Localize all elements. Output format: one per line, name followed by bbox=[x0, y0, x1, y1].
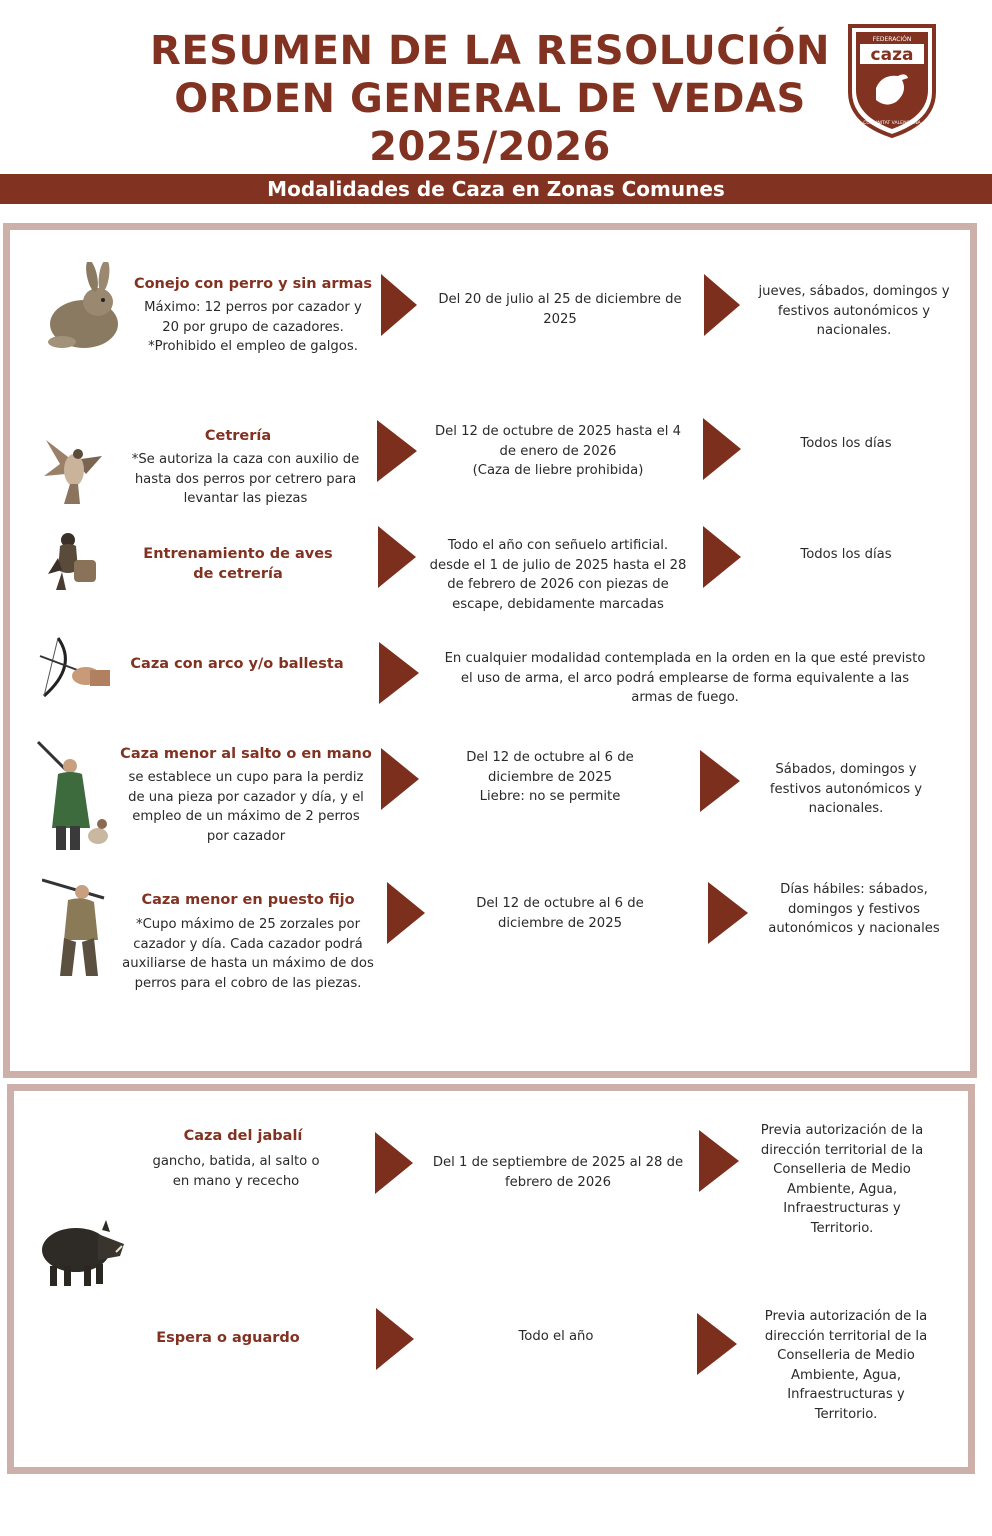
arrow-icon bbox=[381, 274, 417, 336]
row-description: gancho, batida, al salto o en mano y rececho bbox=[152, 1154, 320, 1189]
arrow-icon bbox=[708, 882, 748, 944]
logo-top-text: FEDERACIÓN bbox=[872, 36, 912, 43]
row-period: Todo el año con señuelo artificial. desde el 1 de julio de 2025 hasta el 28 de febrero de 2026 con piezas de escape, debidamente marcadas bbox=[429, 538, 687, 612]
arrow-icon bbox=[700, 750, 740, 812]
row-title: Caza del jabalí bbox=[183, 1128, 303, 1144]
row-period: Del 20 de julio al 25 de diciembre de 2025 bbox=[438, 292, 682, 327]
row-description: *Se autoriza la caza con auxilio de hasta dos perros por cetrero para levantar las piezas bbox=[131, 452, 360, 507]
falconer-glove-icon bbox=[42, 530, 100, 592]
arrow-icon bbox=[376, 1308, 414, 1370]
row-title: Conejo con perro y sin armas bbox=[133, 276, 373, 292]
row-days: Sábados, domingos y festivos autonómicos y nacionales. bbox=[769, 762, 923, 817]
arrow-icon bbox=[703, 526, 741, 588]
row-days: jueves, sábados, domingos y festivos autonómicos y nacionales. bbox=[758, 284, 950, 339]
row-title: Caza con arco y/o ballesta bbox=[130, 656, 344, 672]
row-period: Del 1 de septiembre de 2025 al 28 de febrero de 2026 bbox=[432, 1155, 684, 1190]
title-line-2: ORDEN GENERAL DE VEDAS bbox=[174, 76, 806, 122]
arrow-icon bbox=[381, 748, 419, 810]
row-title: Entrenamiento de aves de cetrería bbox=[143, 546, 333, 582]
row-days: Días hábiles: sábados, domingos y festivos autonómicos y nacionales bbox=[768, 882, 940, 937]
row-title: Espera o aguardo bbox=[156, 1330, 300, 1346]
arrow-icon bbox=[387, 882, 425, 944]
arrow-icon bbox=[704, 274, 740, 336]
row-description: *Cupo máximo de 25 zorzales por cazador y día. Cada cazador podrá auxiliarse de hasta un máximo de dos perros para el cobro de las piezas. bbox=[122, 917, 374, 991]
row-days: Todos los días bbox=[800, 436, 892, 451]
arrow-icon bbox=[377, 420, 417, 482]
arrow-icon bbox=[375, 1132, 413, 1194]
row-days: Previa autorización de la dirección territorial de la Conselleria de Medio Ambiente, Agua, Infraestructuras y Territorio. bbox=[764, 1309, 928, 1422]
logo-bottom-text: COMUNITAT VALENCIANA bbox=[863, 121, 921, 126]
row-days: Todos los días bbox=[800, 547, 892, 562]
row-title: Caza menor al salto o en mano bbox=[120, 746, 372, 762]
falcon-icon bbox=[42, 430, 104, 506]
arrow-icon bbox=[379, 642, 419, 704]
arrow-icon bbox=[697, 1313, 737, 1375]
arrow-icon bbox=[699, 1130, 739, 1192]
arrow-icon bbox=[703, 418, 741, 480]
title-line-3: 2025/2026 bbox=[369, 124, 611, 170]
boar-icon bbox=[36, 1216, 126, 1288]
row-title: Cetrería bbox=[204, 428, 272, 444]
bow-icon bbox=[38, 636, 110, 698]
row-period: Del 12 de octubre al 6 de diciembre de 2025 Liebre: no se permite bbox=[466, 750, 634, 805]
row-period: Del 12 de octubre al 6 de diciembre de 2025 bbox=[476, 896, 644, 931]
row-days: Previa autorización de la dirección territorial de la Conselleria de Medio Ambiente, Agua, Infraestructuras y Territorio. bbox=[760, 1123, 924, 1236]
row-description: Máximo: 12 perros por cazador y 20 por grupo de cazadores. *Prohibido el empleo de galgos. bbox=[144, 300, 362, 355]
row-description: se establece un cupo para la perdiz de una pieza por cazador y día, y el empleo de un máximo de 2 perros por cazador bbox=[128, 770, 364, 844]
hunter-rifle-icon bbox=[42, 876, 112, 978]
row-title: Caza menor en puesto fijo bbox=[141, 892, 355, 908]
federacion-caza-logo bbox=[846, 22, 938, 140]
hunter-dog-icon bbox=[36, 740, 110, 852]
title-line-1: RESUMEN DE LA RESOLUCIÓN bbox=[150, 28, 830, 74]
arrow-icon bbox=[378, 526, 416, 588]
section-banner: Modalidades de Caza en Zonas Comunes bbox=[0, 174, 992, 204]
rabbit-icon bbox=[38, 262, 120, 352]
row-period: Del 12 de octubre de 2025 hasta el 4 de enero de 2026 (Caza de liebre prohibida) bbox=[435, 424, 681, 479]
logo-main-text: caza bbox=[870, 45, 914, 65]
row-period: En cualquier modalidad contemplada en la orden en la que esté previsto el uso de arma, el arco podrá emplearse de forma equivalente a las armas de fuego. bbox=[444, 651, 926, 706]
row-period: Todo el año bbox=[518, 1329, 594, 1344]
